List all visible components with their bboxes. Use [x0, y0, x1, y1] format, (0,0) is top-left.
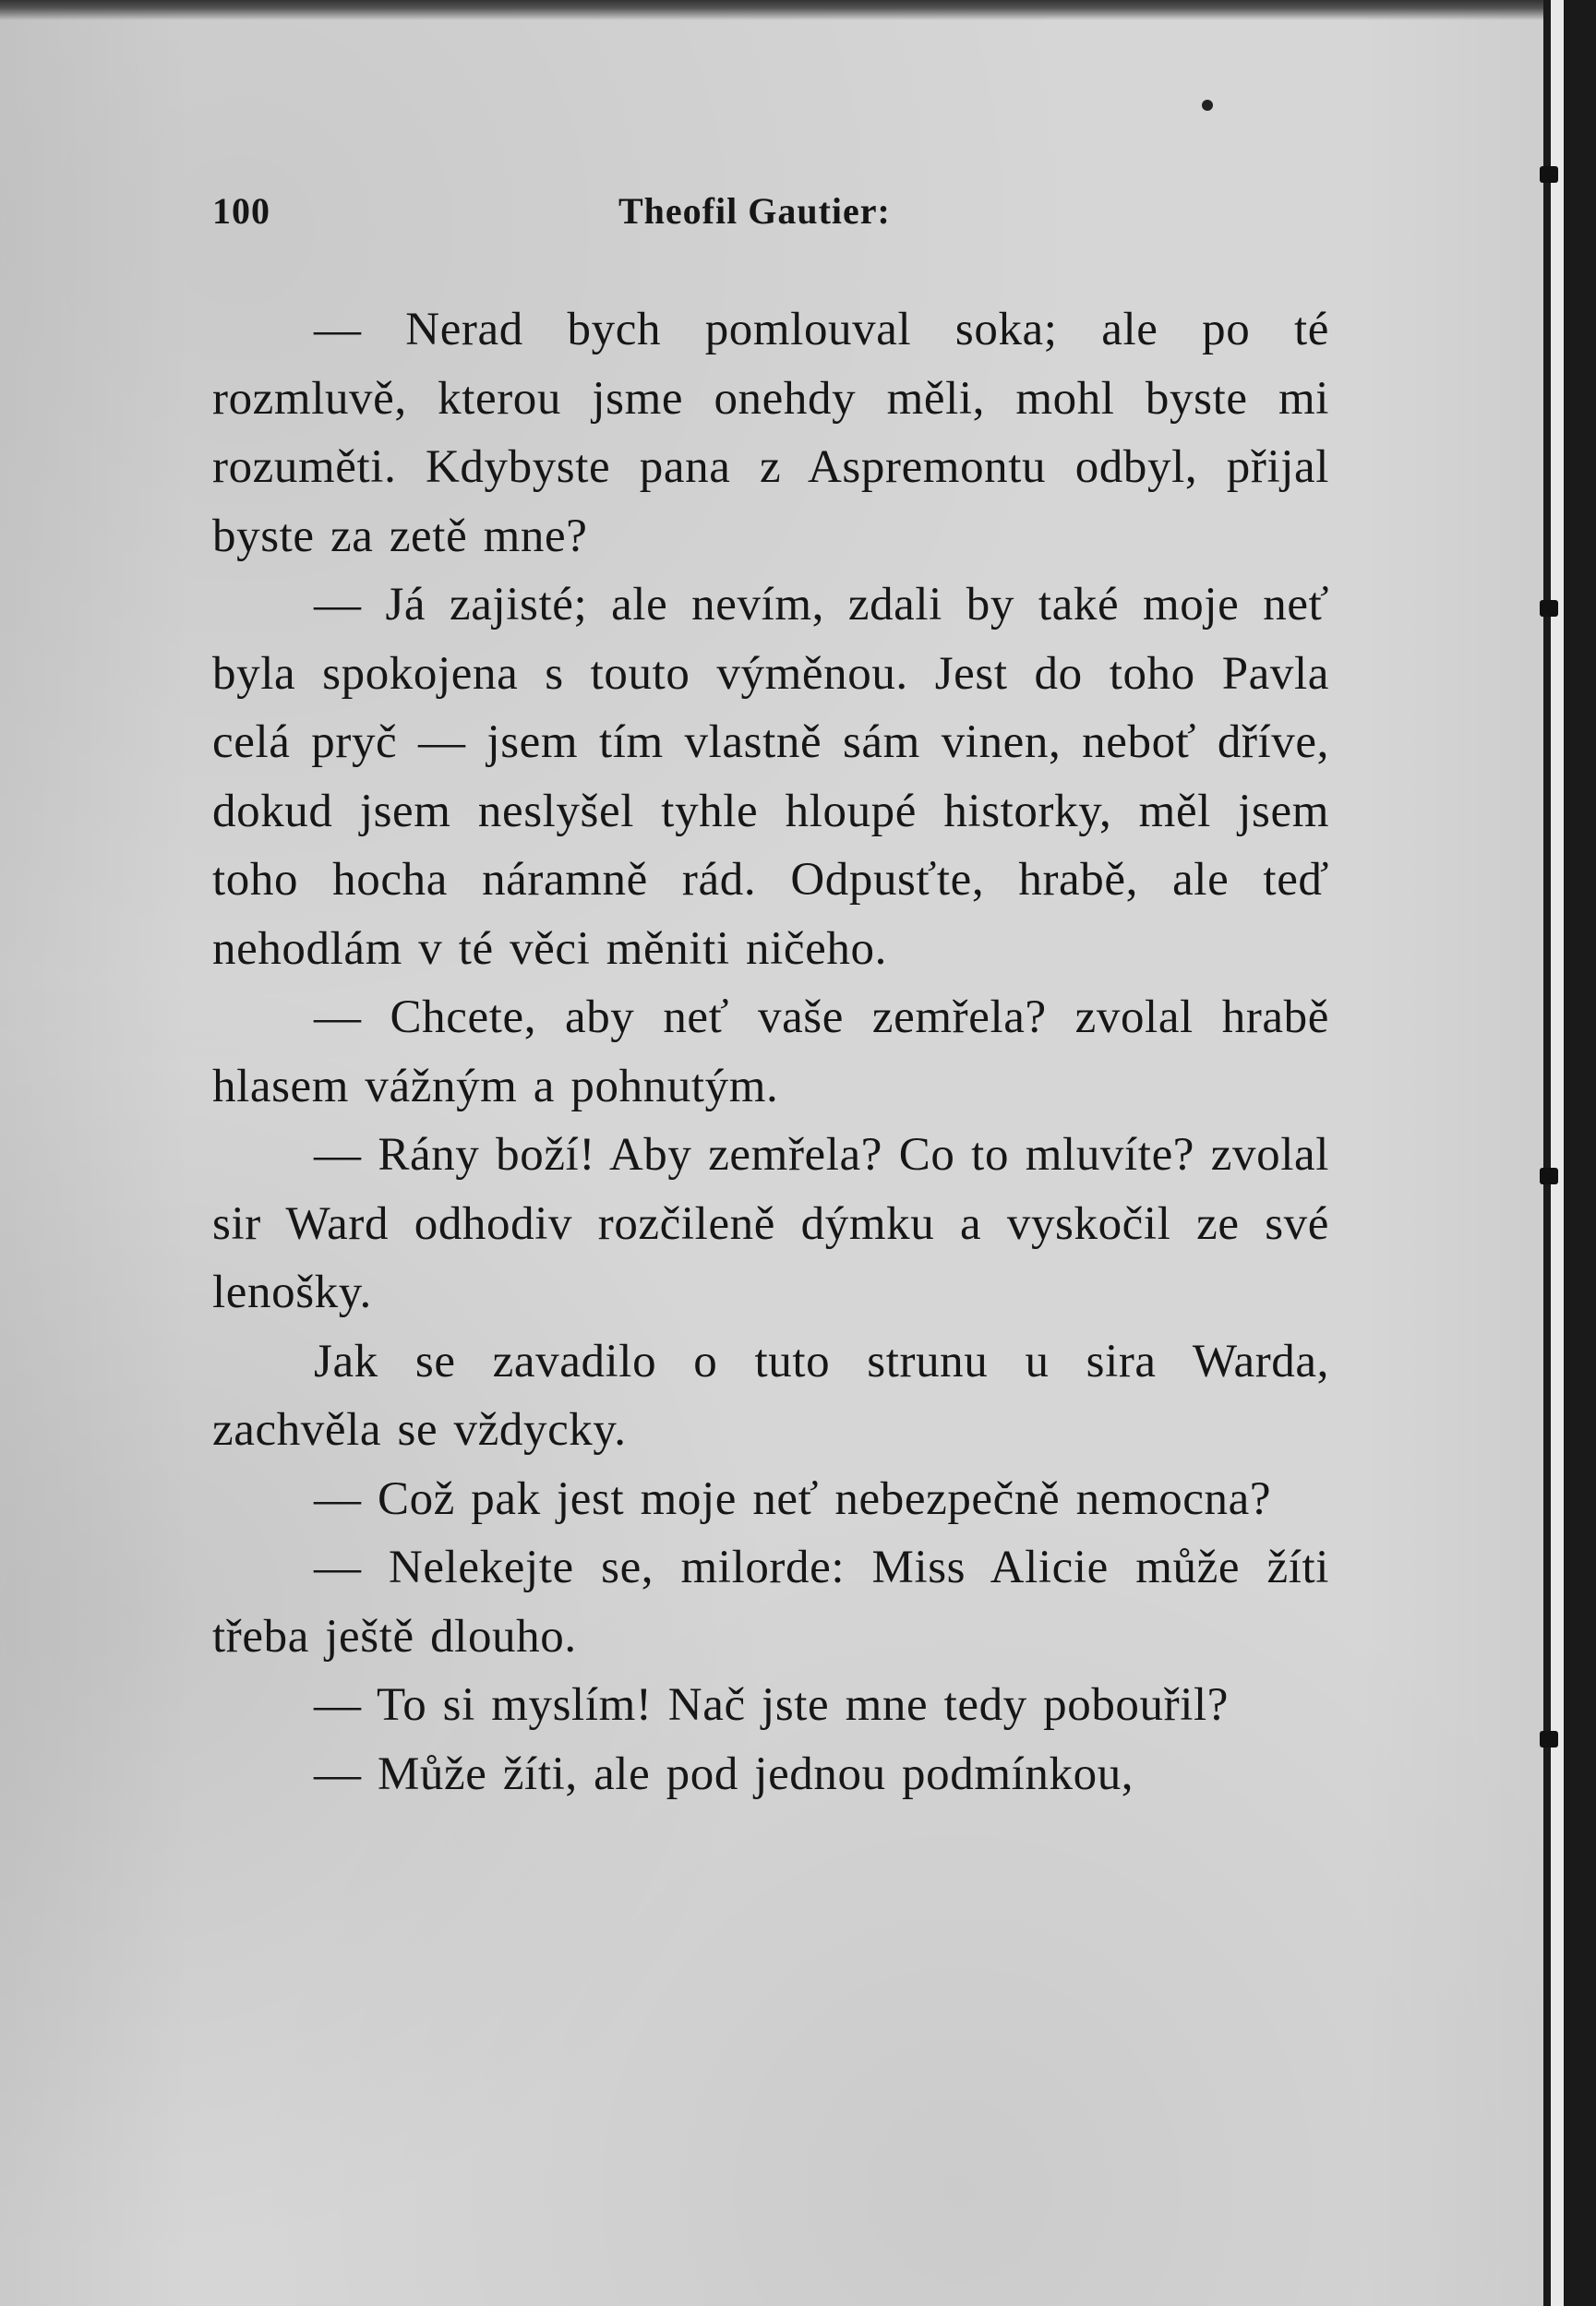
- paragraph: — Nerad bych pomlouval soka; ale po té rozmluvě, kterou jsme onehdy měli, mohl byste mi rozuměti. Kdybyste pana z Aspremontu odbyl, přijal byste za zetě mne?: [212, 304, 1329, 562]
- edge-mark: [1540, 1731, 1558, 1748]
- scan-top-shadow: [0, 0, 1596, 20]
- running-head: [212, 189, 1329, 245]
- page-text-block: [212, 189, 1329, 1808]
- paragraph: — Což pak jest moje neť nebezpečně nemocna?: [314, 1472, 1272, 1525]
- ink-speck: [1202, 100, 1213, 111]
- page-number: 100: [212, 190, 270, 232]
- paragraph: Jak se zavadilo o tuto strunu u sira Warda, zachvěla se vždycky.: [212, 1335, 1329, 1456]
- paragraph: — Nelekejte se, milorde: Miss Alicie může žíti třeba ještě dlouho.: [212, 1542, 1329, 1663]
- paragraph: — Rány boží! Aby zemřela? Co to mluvíte? zvolal sir Ward odhodiv rozčileně dýmku a vyskočil ze své lenošky.: [212, 1129, 1329, 1318]
- paragraph: — Může žíti, ale pod jednou podmínkou,: [314, 1748, 1134, 1800]
- edge-mark: [1540, 166, 1558, 183]
- paragraph: — Chcete, aby neť vaše zemřela? zvolal hrabě hlasem vážným a pohnutým.: [212, 991, 1329, 1112]
- body-text: [212, 295, 1329, 1808]
- running-head-title: Theofil Gautier:: [618, 190, 891, 232]
- edge-mark: [1540, 1168, 1558, 1184]
- paragraph: — To si myslím! Nač jste mne tedy pobouřil?: [314, 1679, 1229, 1731]
- paragraph: — Já zajisté; ale nevím, zdali by také moje neť byla spokojena s touto výměnou. Jest do toho Pavla celá pryč — jsem tím vlastně sám vinen, neboť dříve, dokud jsem neslyšel tyhle hloupé historky, měl jsem toho hocha náramně rád. Odpusťte, hrabě, ale teď nehodlám v té věci měniti ničeho.: [212, 579, 1329, 975]
- page-edge-strip: [1551, 0, 1564, 2306]
- edge-mark: [1540, 600, 1558, 617]
